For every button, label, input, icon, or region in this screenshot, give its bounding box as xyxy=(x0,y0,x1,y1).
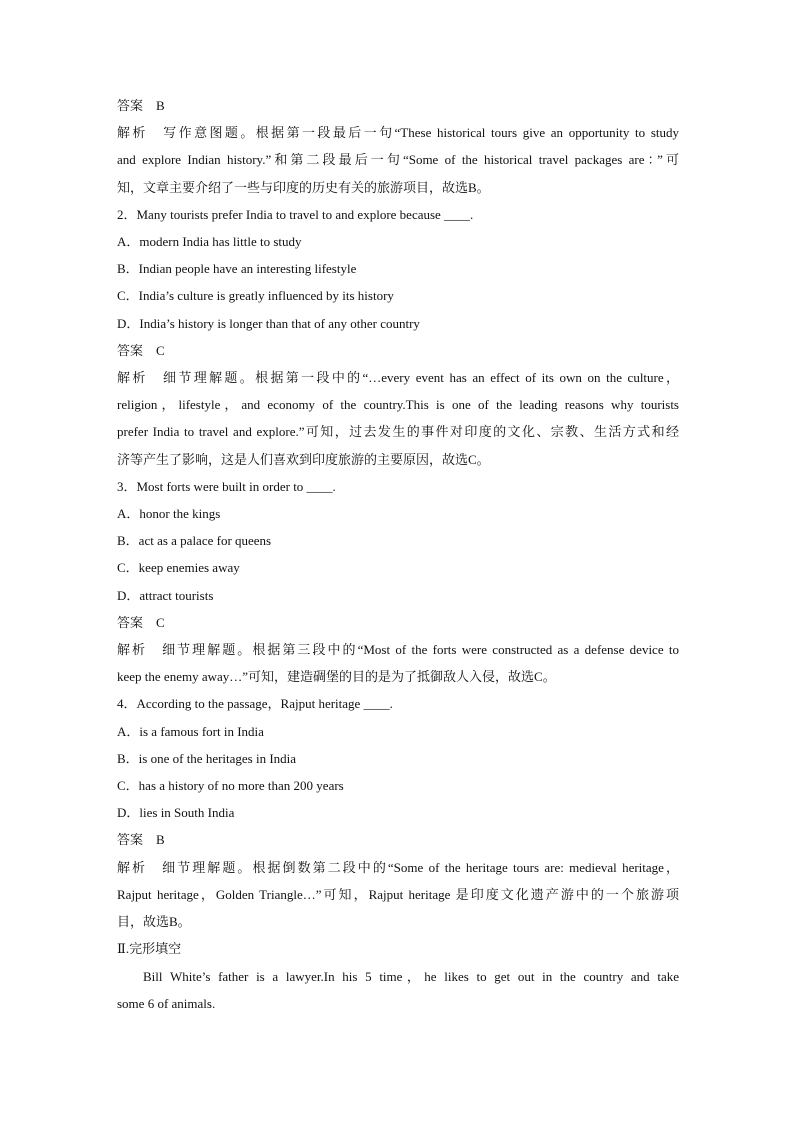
explanation-line: 济等产生了影响，这是人们喜欢到印度旅游的主要原因，故选C。 xyxy=(117,451,490,467)
option-d: D．attract tourists xyxy=(117,587,214,603)
option-a: A．is a famous fort in India xyxy=(117,723,264,739)
answer-line: 答案 C xyxy=(117,614,165,630)
option-c: C．keep enemies away xyxy=(117,560,240,576)
option-d: D．lies in South India xyxy=(117,805,235,821)
question-stem: 3．Most forts were built in order to ____. xyxy=(117,478,336,494)
question-stem: 4．According to the passage，Rajput heritage ____. xyxy=(117,696,393,712)
section-heading: Ⅱ.完形填空 xyxy=(117,941,182,957)
explanation-line: prefer India to travel and explore.”可知，过去发生的事件对印度的文化、宗教、生活方式和经 xyxy=(117,424,679,440)
document-page xyxy=(117,92,679,1017)
explanation-line: Rajput heritage，Golden Triangle…”可知，Rajput heritage 是印度文化遗产游中的一个旅游项 xyxy=(117,886,679,902)
explanation-line: 目，故选B。 xyxy=(117,914,191,930)
answer-line: 答案 B xyxy=(117,832,165,848)
option-c: C．India’s culture is greatly influenced by its history xyxy=(117,288,394,304)
explanation-line: 解析 细节理解题。根据倒数第二段中的“Some of the heritage tours are: medieval heritage， xyxy=(117,859,679,875)
explanation-line: religion，lifestyle，and economy of the country.This is one of the leading reasons why tourists xyxy=(117,397,679,413)
option-b: B．Indian people have an interesting lifestyle xyxy=(117,261,357,277)
option-a: A．honor the kings xyxy=(117,506,221,522)
explanation-line: 解析 细节理解题。根据第三段中的“Most of the forts were constructed as a defense device to xyxy=(117,642,679,658)
option-a: A．modern India has little to study xyxy=(117,234,302,250)
explanation-line: and explore Indian history.”和第二段最后一句“Some of the historical travel packages are：”可 xyxy=(117,152,679,168)
question-stem: 2．Many tourists prefer India to travel to and explore because ____. xyxy=(117,206,474,222)
option-d: D．India’s history is longer than that of any other country xyxy=(117,315,420,331)
explanation-line: 知，文章主要介绍了一些与印度的历史有关的旅游项目，故选B。 xyxy=(117,179,490,195)
option-b: B．act as a palace for queens xyxy=(117,533,272,549)
explanation-line: 解析 写作意图题。根据第一段最后一句“These historical tours give an opportunity to study xyxy=(117,125,679,141)
explanation-line: 解析 细节理解题。根据第一段中的“…every event has an effect of its own on the culture， xyxy=(117,370,679,386)
answer-line: 答案 B xyxy=(117,98,165,113)
option-b: B．is one of the heritages in India xyxy=(117,750,297,766)
option-c: C．has a history of no more than 200 years xyxy=(117,778,344,794)
cloze-passage-line: some 6 of animals. xyxy=(117,995,216,1011)
answer-line: 答案 C xyxy=(117,342,165,358)
explanation-line: keep the enemy away…”可知，建造碉堡的目的是为了抵御敌人入侵，故选C。 xyxy=(117,669,556,685)
cloze-passage-line: Bill White’s father is a lawyer.In his 5 time，he likes to get out in the country and take xyxy=(143,968,679,984)
